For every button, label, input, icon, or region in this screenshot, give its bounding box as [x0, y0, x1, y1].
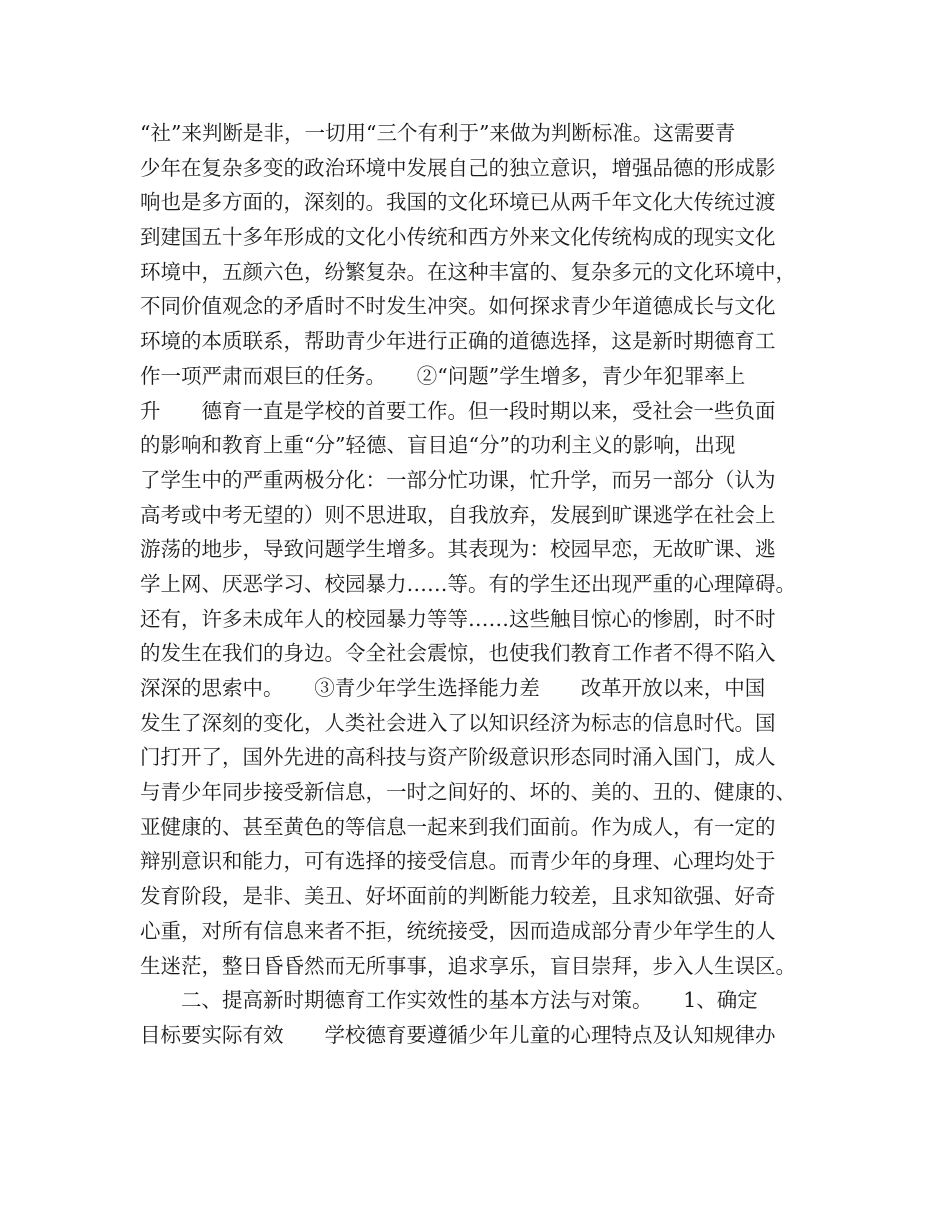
text-line: 发育阶段，是非、美丑、好坏面前的判断能力较差，且求知欲强、好奇 [140, 884, 776, 909]
body-text [140, 116, 824, 1053]
text-line: 少年在复杂多变的政治环境中发展自己的独立意识，增强品德的形成影 [140, 155, 776, 180]
text-line: 环境中，五颜六色，纷繁复杂。在这种丰富的、复杂多元的文化环境中， [140, 259, 796, 284]
text-line: 了学生中的严重两极分化：一部分忙功课，忙升学，而另一部分（认为 [140, 467, 776, 492]
text-line: 与青少年同步接受新信息，一时之间好的、坏的、美的、丑的、健康的、 [140, 780, 796, 805]
text-line: 目标要实际有效 学校德育要遵循少年儿童的心理特点及认知规律办 [140, 1022, 776, 1047]
text-line: 的影响和教育上重“分”轻德、盲目追“分”的功利主义的影响，出现 [140, 433, 736, 458]
text-line: 学上网、厌恶学习、校园暴力……等。有的学生还出现严重的心理障碍。 [140, 571, 796, 596]
text-line: 环境的本质联系，帮助青少年进行正确的道德选择，这是新时期德育工 [140, 329, 776, 354]
text-line: 心重，对所有信息来者不拒，统统接受，因而造成部分青少年学生的人 [140, 918, 776, 943]
text-line: “社”来判断是非，一切用“三个有利于”来做为判断标准。这需要青 [140, 121, 736, 145]
text-line: 还有，许多未成年人的校园暴力等等……这些触目惊心的惨剧，时不时 [140, 606, 776, 631]
text-line: 的发生在我们的身边。令全社会震惊，也使我们教育工作者不得不陷入 [140, 641, 776, 666]
text-line: 作一项严肃而艰巨的任务。 ②“问题”学生增多，青少年犯罪率上 [140, 363, 746, 388]
text-line: 发生了深刻的变化，人类社会进入了以知识经济为标志的信息时代。国 [140, 710, 776, 735]
text-line: 游荡的地步，导致问题学生增多。其表现为：校园早恋，无故旷课、逃 [140, 537, 776, 562]
text-line: 辩别意识和能力，可有选择的接受信息。而青少年的身理、心理均处于 [140, 849, 776, 874]
text-line: 生迷茫，整日昏昏然而无所事事，追求享乐，盲目崇拜，步入人生误区。 [140, 953, 796, 978]
text-line: 不同价值观念的矛盾时不时发生冲突。如何探求青少年道德成长与文化 [140, 294, 776, 319]
text-line: 到建国五十多年形成的文化小传统和西方外来文化传统构成的现实文化 [140, 225, 776, 250]
text-line: 升 德育一直是学校的首要工作。但一段时期以来，受社会一些负面 [140, 398, 776, 423]
text-line: 深深的思索中。 ③青少年学生选择能力差 改革开放以来，中国 [140, 676, 766, 700]
text-line: 高考或中考无望的）则不思进取，自我放弃，发展到旷课逃学在社会上 [140, 502, 776, 527]
text-line: 门打开了，国外先进的高科技与资产阶级意识形态同时涌入国门，成人 [140, 745, 776, 770]
section-heading-line: 二、提高新时期德育工作实效性的基本方法与对策。 1、确定 [140, 988, 758, 1013]
text-line: 响也是多方面的，深刻的。我国的文化环境已从两千年文化大传统过渡 [140, 190, 776, 215]
text-line: 亚健康的、甚至黄色的等信息一起来到我们面前。作为成人，有一定的 [140, 814, 776, 839]
